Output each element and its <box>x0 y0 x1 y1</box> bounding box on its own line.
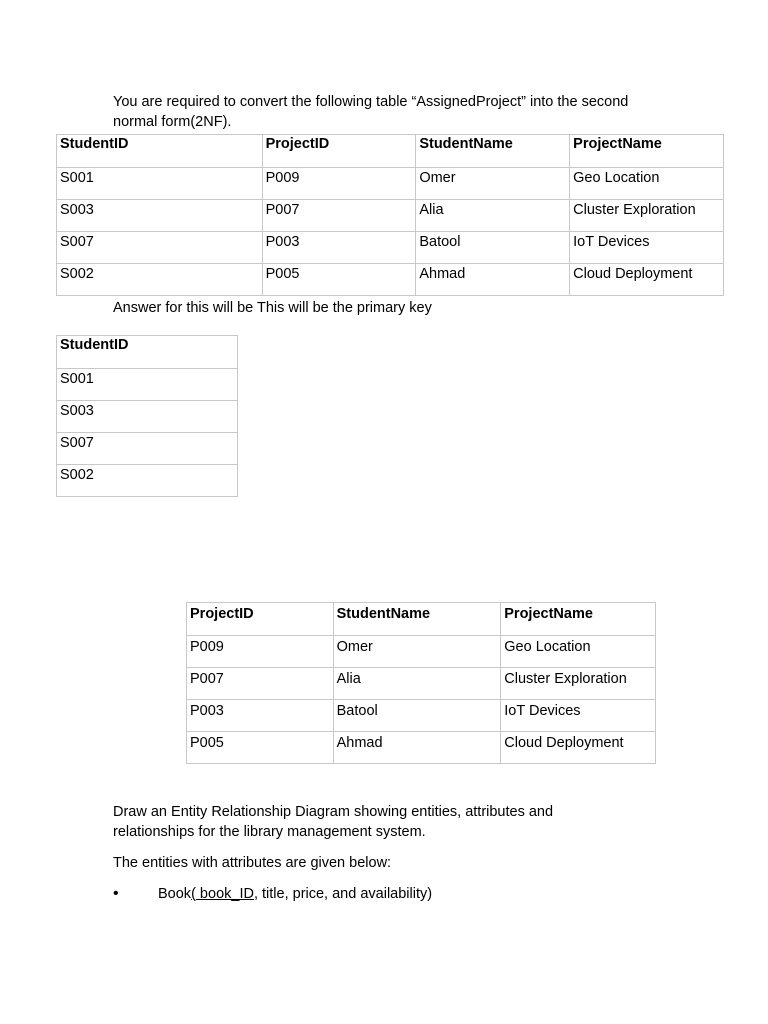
table-row <box>187 668 656 700</box>
table-row <box>187 732 656 764</box>
table-row <box>187 700 656 732</box>
project-table <box>186 602 656 764</box>
table-row <box>57 433 238 465</box>
table-cell: Ahmad <box>416 264 570 296</box>
table-header-row <box>187 603 656 636</box>
answer-line: Answer for this will be This will be the primary key <box>113 300 432 316</box>
table-cell: S003 <box>57 401 238 433</box>
table-row <box>57 465 238 497</box>
other-attributes: , title, price, and availability) <box>253 886 433 902</box>
table-row <box>187 636 656 668</box>
intro-line-2: normal form(2NF). <box>113 114 232 130</box>
table-cell: S002 <box>57 264 263 296</box>
column-header: StudentID <box>57 135 263 168</box>
primary-key-attribute: book_ID <box>195 886 254 902</box>
entities-intro: The entities with attributes are given below: <box>113 855 392 871</box>
table-cell: Alia <box>416 200 570 232</box>
table-cell: Cluster Exploration <box>570 200 724 232</box>
table-cell: S001 <box>57 369 238 401</box>
table-header-row <box>57 336 238 369</box>
column-header: ProjectID <box>187 603 334 636</box>
table-cell: P003 <box>187 700 334 732</box>
table-cell: IoT Devices <box>501 700 656 732</box>
table-cell: Cluster Exploration <box>501 668 656 700</box>
table-cell: Batool <box>333 700 501 732</box>
table-cell: IoT Devices <box>570 232 724 264</box>
entity-name: Book <box>158 886 192 902</box>
table-row <box>57 369 238 401</box>
table-cell: P005 <box>262 264 416 296</box>
erd-paragraph <box>113 802 553 842</box>
table-cell: S007 <box>57 232 263 264</box>
table-cell: Omer <box>416 168 570 200</box>
table-cell: Cloud Deployment <box>501 732 656 764</box>
column-header: ProjectID <box>262 135 416 168</box>
table-cell: P003 <box>262 232 416 264</box>
table-cell: Geo Location <box>570 168 724 200</box>
column-header: StudentName <box>416 135 570 168</box>
table-row <box>57 232 724 264</box>
table-cell: P007 <box>262 200 416 232</box>
table-header-row <box>57 135 724 168</box>
table-cell: S007 <box>57 433 238 465</box>
column-header: StudentID <box>57 336 238 369</box>
table-row <box>57 200 724 232</box>
table-cell: Alia <box>333 668 501 700</box>
table-cell: Ahmad <box>333 732 501 764</box>
table-row <box>57 168 724 200</box>
open-paren: ( <box>191 886 196 902</box>
table-cell: S001 <box>57 168 263 200</box>
table-row <box>57 401 238 433</box>
column-header: ProjectName <box>570 135 724 168</box>
table-cell: Omer <box>333 636 501 668</box>
assigned-project-table <box>56 134 724 296</box>
intro-paragraph <box>113 92 628 132</box>
column-header: StudentName <box>333 603 501 636</box>
intro-line-1: You are required to convert the following table “AssignedProject” into the second <box>113 94 629 110</box>
table-cell: S002 <box>57 465 238 497</box>
erd-line-1: Draw an Entity Relationship Diagram showing entities, attributes and <box>113 804 554 820</box>
table-cell: Batool <box>416 232 570 264</box>
erd-line-2: relationships for the library management system. <box>113 824 426 840</box>
bullet-icon: • <box>113 885 119 902</box>
column-header: ProjectName <box>501 603 656 636</box>
table-row <box>57 264 724 296</box>
bullet-text <box>158 884 432 904</box>
table-cell: P005 <box>187 732 334 764</box>
table-cell: P009 <box>187 636 334 668</box>
student-id-table <box>56 335 238 497</box>
table-cell: P009 <box>262 168 416 200</box>
table-cell: P007 <box>187 668 334 700</box>
table-cell: Cloud Deployment <box>570 264 724 296</box>
table-cell: Geo Location <box>501 636 656 668</box>
table-cell: S003 <box>57 200 263 232</box>
